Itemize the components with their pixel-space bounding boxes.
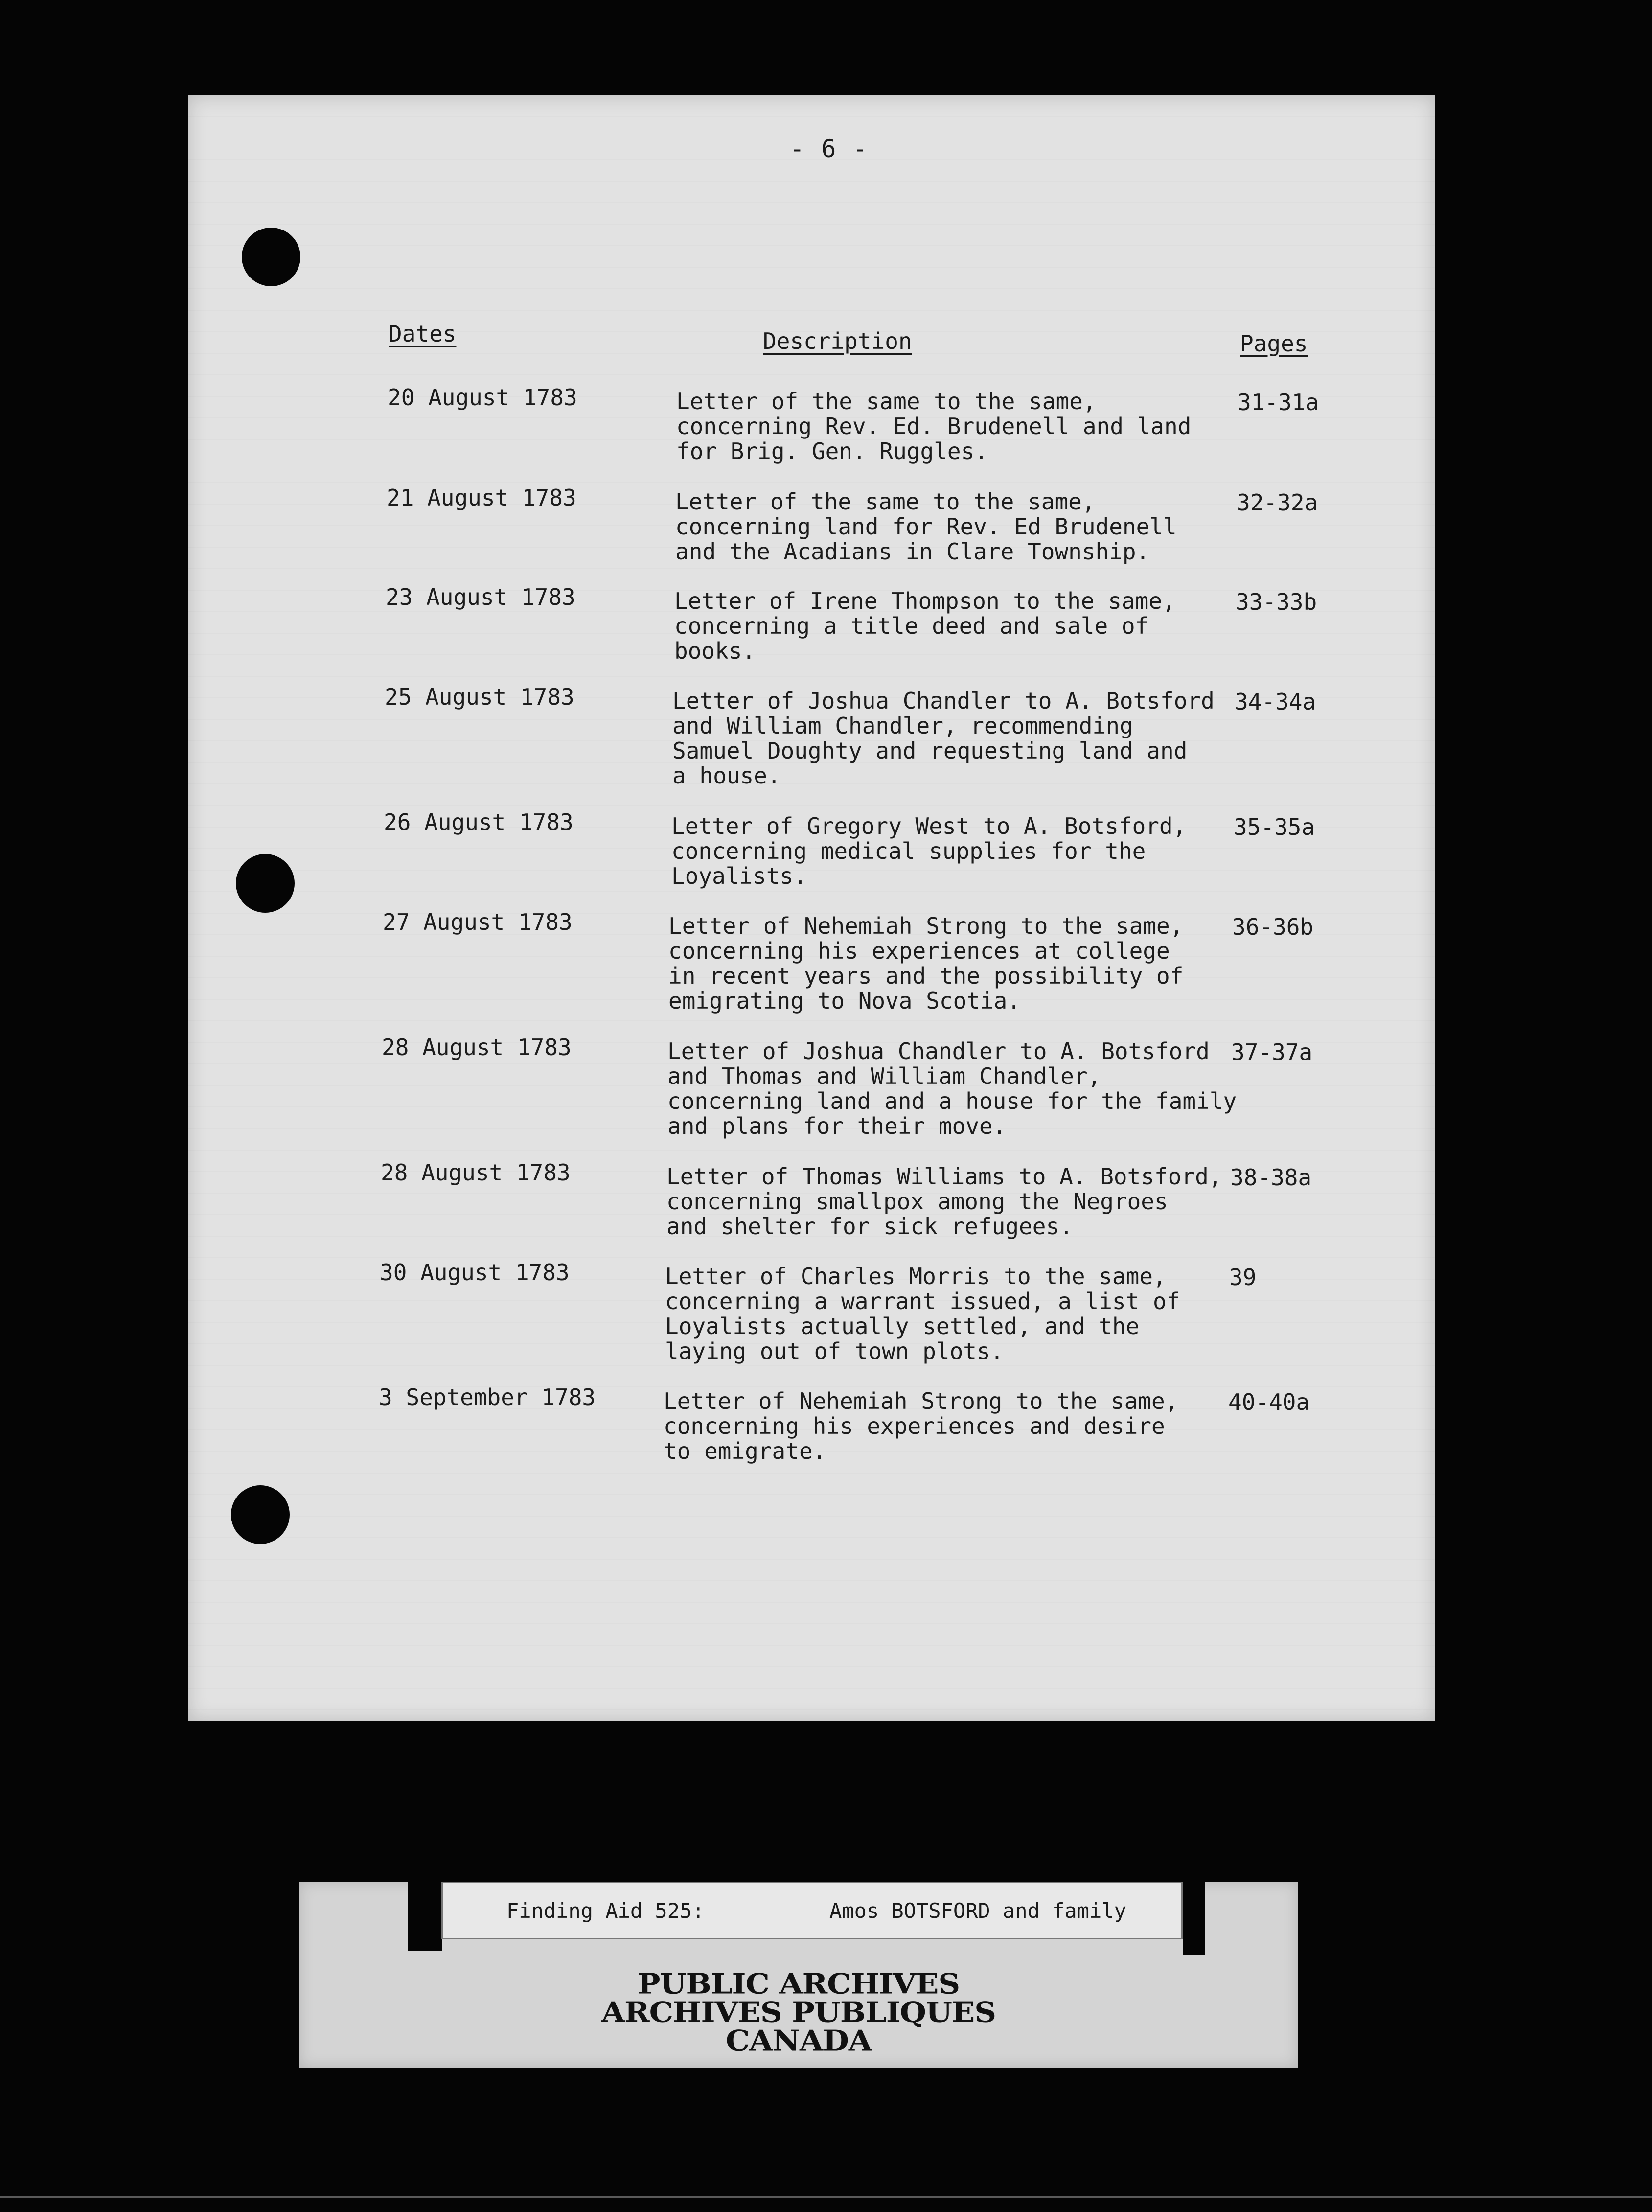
header-pages: Pages — [1240, 330, 1308, 357]
entry-date: 28 August 1783 — [381, 1159, 571, 1186]
archives-stamp: PUBLIC ARCHIVES ARCHIVES PUBLIQUES CANADA — [601, 1967, 996, 2057]
entry-date: 3 September 1783 — [379, 1384, 596, 1410]
entry-description: Letter of Joshua Chandler to A. Botsford and William Chandler, recommending Samuel Doughty and requesting land and a house. — [672, 688, 1215, 789]
entry-pages: 34-34a — [1235, 689, 1316, 715]
entry-description: Letter of Nehemiah Strong to the same, concerning his experiences at college in recent years and the possibility of emigrating to Nova Scotia. — [668, 913, 1184, 1014]
label-tab — [408, 1878, 442, 1951]
entry-date: 30 August 1783 — [380, 1259, 570, 1286]
finding-aid-strip — [441, 1882, 1183, 1939]
entry-pages: 31-31a — [1238, 389, 1319, 415]
entry-date: 28 August 1783 — [382, 1034, 572, 1060]
document-page — [188, 95, 1435, 1721]
entry-date: 20 August 1783 — [388, 384, 577, 411]
header-description: Description — [763, 328, 912, 354]
entry-pages: 33-33b — [1236, 589, 1317, 615]
entry-pages: 39 — [1229, 1264, 1257, 1290]
punch-hole — [242, 228, 300, 286]
finding-aid-number: Finding Aid 525: — [506, 1899, 705, 1923]
label-tab — [1183, 1882, 1205, 1955]
entry-pages: 32-32a — [1237, 489, 1318, 516]
entry-date: 27 August 1783 — [383, 909, 573, 935]
film-edge-line — [0, 2196, 1652, 2198]
entry-date: 23 August 1783 — [386, 584, 575, 610]
entry-date: 21 August 1783 — [387, 484, 576, 511]
entry-pages: 36-36b — [1232, 914, 1314, 940]
entry-pages: 37-37a — [1231, 1039, 1313, 1065]
entry-pages: 35-35a — [1234, 814, 1315, 840]
entry-date: 25 August 1783 — [385, 684, 574, 710]
collection-name: Amos BOTSFORD and family — [829, 1899, 1126, 1923]
punch-hole — [236, 854, 295, 913]
entry-date: 26 August 1783 — [384, 809, 574, 835]
entry-description: Letter of Joshua Chandler to A. Botsford and Thomas and William Chandler, concerning land and a house for the family and plans for their move. — [667, 1038, 1237, 1139]
entry-description: Letter of Irene Thompson to the same, concerning a title deed and sale of books. — [674, 588, 1176, 664]
archive-label-card — [299, 1882, 1298, 2068]
entry-description: Letter of Charles Morris to the same, concerning a warrant issued, a list of Loyalists actually settled, and the laying out of town plots. — [665, 1263, 1180, 1364]
entry-pages: 38-38a — [1230, 1164, 1312, 1191]
entry-description: Letter of Thomas Williams to A. Botsford, concerning smallpox among the Negroes and shelter for sick refugees. — [666, 1163, 1222, 1240]
entry-description: Letter of Gregory West to A. Botsford, concerning medical supplies for the Loyalists. — [671, 813, 1187, 889]
punch-hole — [231, 1485, 290, 1544]
entry-pages: 40-40a — [1228, 1389, 1310, 1415]
entry-description: Letter of the same to the same, concerning Rev. Ed. Brudenell and land for Brig. Gen. Ruggles. — [676, 388, 1192, 464]
entry-description: Letter of Nehemiah Strong to the same, concerning his experiences and desire to emigrate. — [664, 1388, 1179, 1464]
page-number: - 6 - — [790, 135, 869, 163]
entry-description: Letter of the same to the same, concerning land for Rev. Ed Brudenell and the Acadians in Clare Township. — [675, 488, 1177, 565]
header-dates: Dates — [389, 321, 457, 347]
